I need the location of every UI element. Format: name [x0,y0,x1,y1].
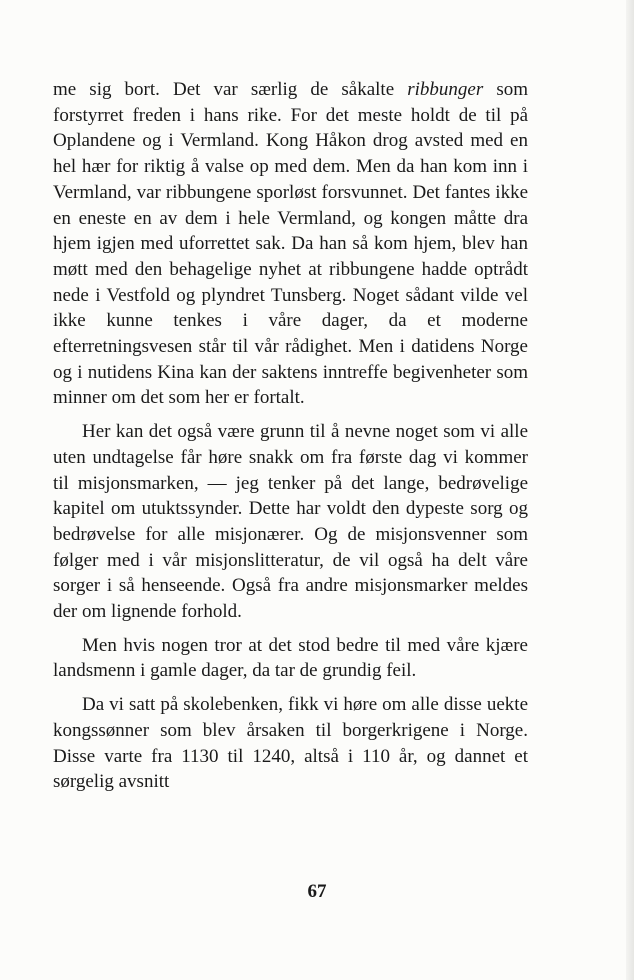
paragraph-1-rest: som forstyrret freden i hans rike. For det meste holdt de til på Oplandene og i Vermland. Kong Håkon drog avsted med en hel hær for riktig å valse op med dem. Men da han kom inn i Vermland, var ribbungene sporløst forsvunnet. Det fantes ikke en eneste en av dem i hele Vermland, og kongen måtte dra hjem igjen med uforrettet sak. Da han så kom hjem, blev han møtt med den behagelige nyhet at ribbungene hadde optrådt nede i Vestfold og plyndret Tunsberg. Noget sådant vilde vel ikke kunne tenkes i våre dager, da et moderne efterretningsvesen står til vår rådighet. Men i datidens Norge og i nutidens Kina kan der saktens inntreffe begivenheter som minner om det som her er fortalt. [53,79,528,409]
paragraph-1-start: me sig bort. Det var særlig de såkalte [53,79,408,100]
page-number: 67 [307,881,327,902]
paragraph-4: Da vi satt på skolebenken, fikk vi høre om alle disse uekte kongssønner som blev årsaken til borgerkrigene i Norge. Disse varte fra 1130 til 1240, altså i 110 år, og dannet et sørgelig avsnitt [53,694,528,793]
paragraph-2: Her kan det også være grunn til å nevne noget som vi alle uten undtagelse får høre snakk om fra første dag vi kommer til misjonsmarken, — jeg tenker på det lange, bedrøvelige kapitel om utuktssynder. Dette har voldt den dypeste sorg og bedrøvelse for alle misjonærer. Og de misjonsvenner som følger med i vår misjonslitteratur, de vil også ha delt våre sorger i så henseende. Også fra andre misjonsmarker meldes der om lignende forhold. [53,421,528,623]
paragraph-3: Men hvis nogen tror at det stod bedre til med våre kjære landsmenn i gamle dager, da tar de grundig feil. [53,634,528,682]
paragraph-1 [53,77,528,411]
italic-term: ribbunger [407,79,484,100]
page-edge [626,0,634,980]
body-text [53,77,528,795]
